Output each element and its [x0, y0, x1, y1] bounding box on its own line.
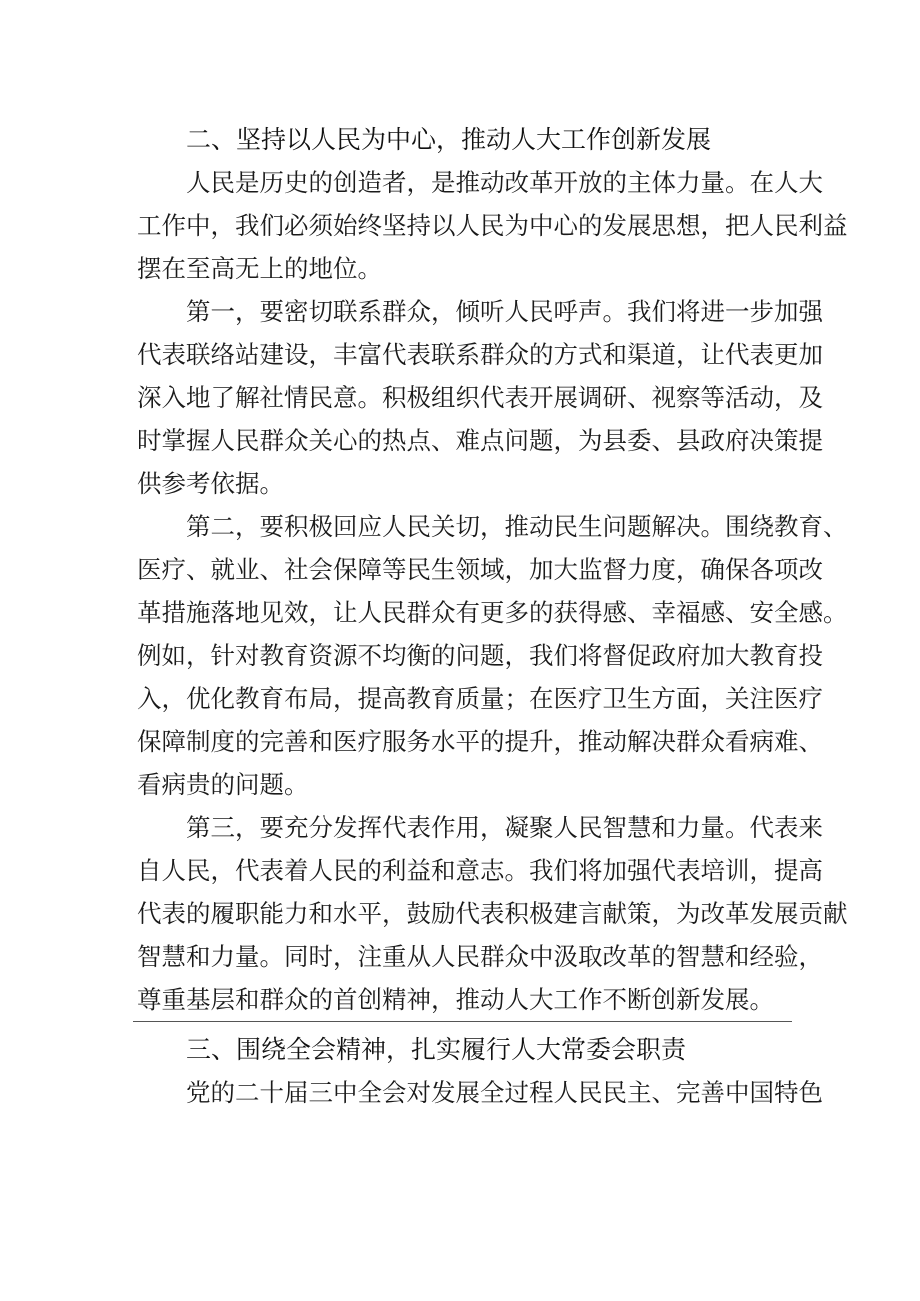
- section-2-heading: 二、坚持以人民为中心，推动人大工作创新发展: [186, 125, 712, 154]
- paragraph-line: 代表的履职能力和水平，鼓励代表积极建言献策，为改革发展贡献: [137, 899, 848, 928]
- paragraph-line: 第二，要积极回应人民关切，推动民生问题解决。围绕教育、: [186, 512, 848, 541]
- paragraph-line: 第一，要密切联系群众，倾听人民呼声。我们将进一步加强: [186, 297, 823, 326]
- paragraph-line: 保障制度的完善和医疗服务水平的提升，推动解决群众看病难、: [137, 727, 823, 756]
- paragraph-line: 看病贵的问题。: [137, 770, 309, 799]
- paragraph-line: 党的二十届三中全会对发展全过程人民民主、完善中国特色: [186, 1078, 823, 1107]
- section-3-heading: 三、围绕全会精神，扎实履行人大常委会职责: [186, 1035, 687, 1064]
- paragraph-line: 例如，针对教育资源不均衡的问题，我们将督促政府加大教育投: [137, 641, 823, 670]
- paragraph-line: 革措施落地见效，让人民群众有更多的获得感、幸福感、安全感。: [137, 598, 848, 627]
- horizontal-divider: [133, 1021, 792, 1022]
- paragraph-line: 智慧和力量。同时，注重从人民群众中汲取改革的智慧和经验，: [137, 942, 823, 971]
- paragraph-line: 尊重基层和群众的首创精神，推动人大工作不断创新发展。: [137, 985, 774, 1014]
- paragraph-line: 自人民，代表着人民的利益和意志。我们将加强代表培训，提高: [137, 856, 823, 885]
- paragraph-line: 入，优化教育布局，提高教育质量；在医疗卫生方面，关注医疗: [137, 684, 823, 713]
- paragraph-line: 摆在至高无上的地位。: [137, 254, 382, 283]
- paragraph-line: 深入地了解社情民意。积极组织代表开展调研、视察等活动，及: [137, 383, 823, 412]
- paragraph-line: 时掌握人民群众关心的热点、难点问题，为县委、县政府决策提: [137, 426, 823, 455]
- paragraph-line: 人民是历史的创造者，是推动改革开放的主体力量。在人大: [186, 168, 823, 197]
- paragraph-line: 第三，要充分发挥代表作用，凝聚人民智慧和力量。代表来: [186, 813, 823, 842]
- paragraph-line: 供参考依据。: [137, 469, 284, 498]
- paragraph-line: 代表联络站建设，丰富代表联系群众的方式和渠道，让代表更加: [137, 340, 823, 369]
- paragraph-line: 工作中，我们必须始终坚持以人民为中心的发展思想，把人民利益: [137, 211, 848, 240]
- paragraph-line: 医疗、就业、社会保障等民生领域，加大监督力度，确保各项改: [137, 555, 823, 584]
